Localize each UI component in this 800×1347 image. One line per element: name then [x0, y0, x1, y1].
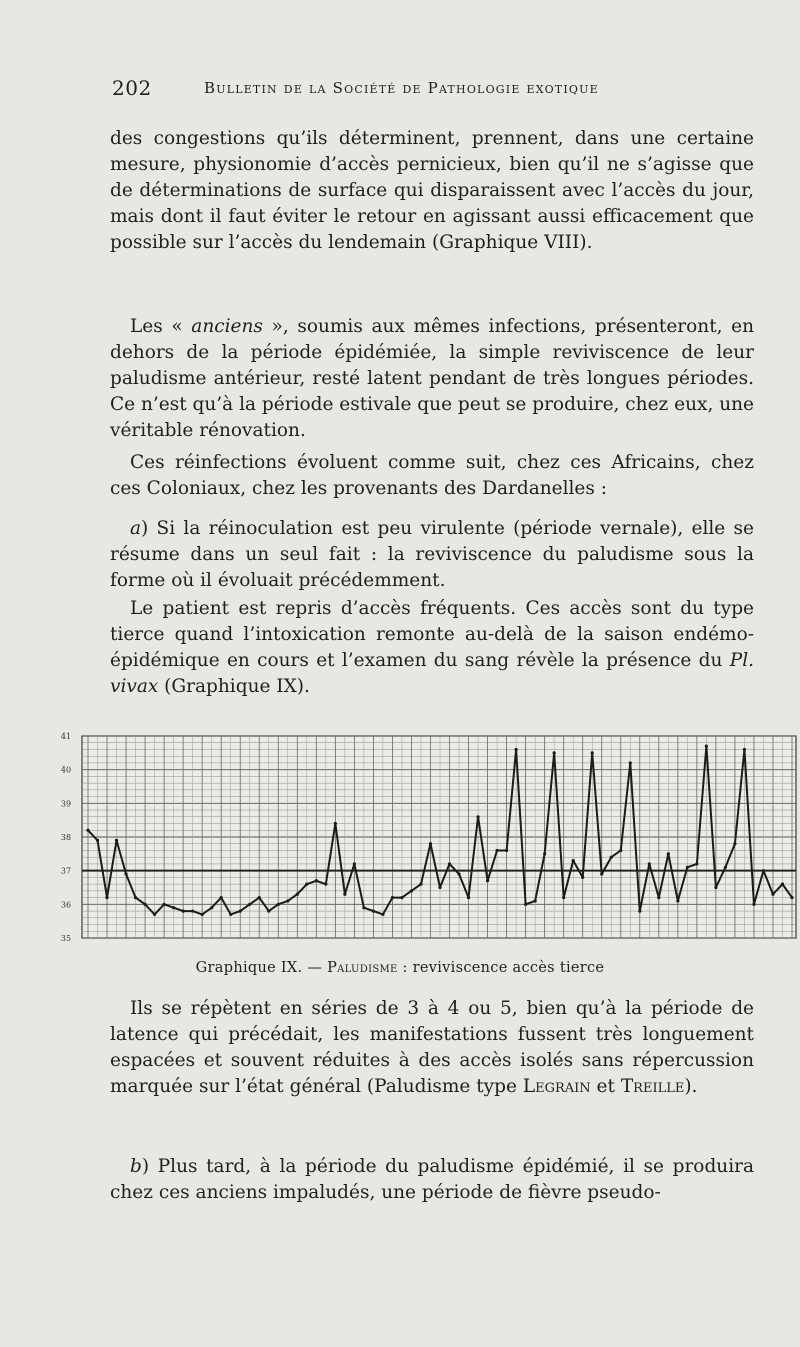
temperature-point [495, 849, 498, 852]
p4-text: ) Si la réinoculation est peu virulente (période vernale), elle se résume dans un seul fait : la reviviscence du paludisme sous la forme où il évoluait précédemment. [110, 518, 754, 591]
temperature-point [695, 862, 698, 865]
paragraph-2 [110, 314, 754, 444]
temperature-point [629, 761, 632, 764]
temperature-point [429, 842, 432, 845]
temperature-point [524, 903, 527, 906]
temperature-point [638, 909, 641, 912]
temperature-point [248, 903, 251, 906]
paragraph-1 [110, 126, 754, 256]
temperature-point [172, 906, 175, 909]
temperature-point [124, 872, 127, 875]
p4-label: a [130, 518, 142, 539]
temperature-point [86, 829, 89, 832]
temperature-point [372, 909, 375, 912]
temperature-point [457, 872, 460, 875]
temperature-chart [40, 722, 800, 947]
temperature-point [448, 862, 451, 865]
temperature-point [220, 896, 223, 899]
temperature-point [334, 822, 337, 825]
temperature-point [163, 903, 166, 906]
temperature-point [286, 899, 289, 902]
p7-label: b [130, 1156, 142, 1177]
temperature-point [324, 883, 327, 886]
temperature-point [438, 886, 441, 889]
paragraph-3 [110, 450, 754, 502]
paragraph-1-text: des congestions qu’ils déterminent, prennent, dans une certaine mesure, physionomie d’accès pernicieux, bien qu’il ne s’agisse que de déterminations de surface qui disparaissent avec l’accès du jour, mais dont il faut éviter le retour en agissant aussi efficacement que possible sur l’accès du lendemain (Graphique VIII). [110, 128, 754, 253]
figure-caption [0, 960, 800, 976]
y-tick-label: 35 [60, 934, 72, 943]
temperature-point [467, 896, 470, 899]
temperature-point [553, 751, 556, 754]
temperature-point [315, 879, 318, 882]
temperature-point [591, 751, 594, 754]
temperature-point [600, 872, 603, 875]
temperature-point [733, 842, 736, 845]
temperature-point [267, 909, 270, 912]
paragraph-4 [110, 516, 754, 594]
temperature-point [781, 883, 784, 886]
temperature-point [771, 893, 774, 896]
temperature-point [134, 896, 137, 899]
temperature-point [343, 893, 346, 896]
temperature-point [572, 859, 575, 862]
y-tick-label: 41 [60, 732, 72, 741]
caption-prefix: Graphique IX. — [195, 960, 328, 976]
temperature-point [676, 899, 679, 902]
temperature-point [790, 896, 793, 899]
temperature-point [581, 876, 584, 879]
paragraph-7 [110, 1154, 754, 1206]
temperature-point [762, 869, 765, 872]
p2-text-start: Les « [130, 316, 192, 337]
temperature-point [400, 896, 403, 899]
temperature-point [210, 906, 213, 909]
temperature-point [239, 909, 242, 912]
temperature-point [562, 896, 565, 899]
temperature-point [505, 849, 508, 852]
paragraph-6 [110, 996, 754, 1100]
y-tick-label: 40 [60, 765, 72, 775]
temperature-point [486, 879, 489, 882]
temperature-point [305, 883, 308, 886]
temperature-point [686, 866, 689, 869]
temperature-point [201, 913, 204, 916]
page-number: 202 [112, 76, 152, 100]
temperature-point [724, 866, 727, 869]
temperature-point [657, 896, 660, 899]
temperature-point [96, 839, 99, 842]
temperature-point [362, 906, 365, 909]
temperature-point [153, 913, 156, 916]
paragraph-5 [110, 596, 754, 700]
temperature-point [182, 909, 185, 912]
y-tick-label: 38 [60, 833, 72, 842]
temperature-point [752, 903, 755, 906]
p5-text-start: Le patient est repris d’accès fréquents. Ces accès sont du type tierce quand l’intoxication remonte au-delà de la saison endémo-épidémique en cours et l’examen du sang révèle la présence du [110, 598, 754, 671]
p5-text-end: (Graphique IX). [158, 676, 310, 697]
caption-suffix: : reviviscence accès tierce [397, 960, 605, 976]
temperature-point [191, 909, 194, 912]
p5-italic: Pl. vivax [110, 650, 754, 697]
temperature-point [667, 852, 670, 855]
temperature-point [258, 896, 261, 899]
chart-svg [40, 722, 800, 947]
p6-text-mid: et [590, 1076, 621, 1097]
temperature-point [705, 745, 708, 748]
p2-text-end: », soumis aux mêmes infections, présenteront, en dehors de la période épidémiée, la simple reviviscence de leur paludisme antérieur, resté latent pendant de très longues périodes. Ce n’est qu’à la période estivale que peut se produire, chez eux, une véritable rénovation. [110, 316, 754, 441]
running-title: Bulletin de la Société de Pathologie exotique [204, 79, 599, 97]
temperature-point [543, 852, 546, 855]
page-header [112, 76, 672, 104]
p6-smallcaps-1: Legrain [522, 1076, 591, 1097]
temperature-point [143, 903, 146, 906]
temperature-point [743, 748, 746, 751]
temperature-point [410, 889, 413, 892]
temperature-point [277, 903, 280, 906]
p7-text: ) Plus tard, à la période du paludisme épidémié, il se produira chez ces anciens impaludés, une période de fièvre pseudo- [110, 1156, 754, 1203]
y-tick-label: 37 [60, 866, 72, 876]
temperature-point [534, 899, 537, 902]
temperature-point [515, 748, 518, 751]
p6-text-start: Ils se répètent en séries de 3 à 4 ou 5, bien qu’à la période de latence qui précédait, les manifestations fussent très longuement espacées et souvent réduites à des accès isolés sans répercussion marquée sur l’état général (Paludisme type [110, 998, 754, 1097]
temperature-point [353, 862, 356, 865]
temperature-point [619, 849, 622, 852]
temperature-point [419, 883, 422, 886]
temperature-point [296, 893, 299, 896]
temperature-point [476, 815, 479, 818]
caption-smallcaps: Paludisme [327, 960, 398, 976]
y-tick-label: 36 [60, 900, 72, 910]
temperature-point [381, 913, 384, 916]
temperature-point [229, 913, 232, 916]
temperature-point [648, 862, 651, 865]
temperature-point [391, 896, 394, 899]
temperature-point [610, 856, 613, 859]
p6-text-end: ). [684, 1076, 698, 1097]
p3-text: Ces réinfections évoluent comme suit, chez ces Africains, chez ces Coloniaux, chez les provenants des Dardanelles : [110, 452, 754, 499]
p2-italic: anciens [191, 316, 263, 337]
p6-smallcaps-2: Treille [620, 1076, 685, 1097]
temperature-point [105, 896, 108, 899]
temperature-point [714, 886, 717, 889]
temperature-point [115, 839, 118, 842]
y-tick-label: 39 [60, 799, 72, 809]
